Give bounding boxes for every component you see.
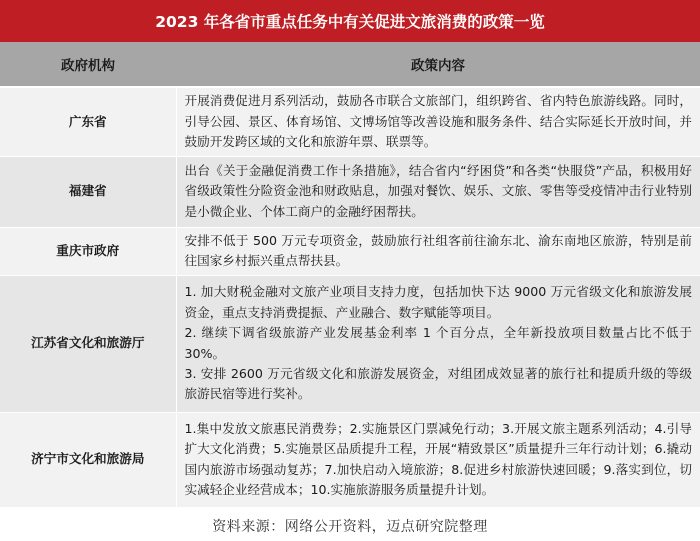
- policy-table: [0, 42, 700, 508]
- org-cell: 江苏省文化和旅游厅: [0, 275, 176, 412]
- content-cell: [176, 412, 700, 507]
- content-cell: [176, 227, 700, 275]
- table-row: [0, 227, 700, 275]
- table-row: [0, 156, 700, 227]
- table-header-row: [0, 42, 700, 87]
- table-row: [0, 275, 700, 412]
- policy-paragraph: 安排不低于 500 万元专项资金，鼓励旅行社组客前往渝东北、渝东南地区旅游，特别是前往国家乡村振兴重点帮扶县。: [184, 232, 692, 268]
- policy-paragraph: 3. 安排 2600 万元省级文化和旅游发展资金，对组团成效显著的旅行社和提质升级的等级旅游民宿等进行奖补。: [184, 365, 692, 402]
- policy-paragraph: 开展消费促进月系列活动，鼓励各市联合文旅部门，组织跨省、省内特色旅游线路。同时，引导公园、景区、体育场馆、文博场馆等改善设施和服务条件、结合实际延长开放时间，并鼓励开发跨区域的文化和旅游年票、联票等。: [184, 93, 692, 149]
- org-cell: 广东省: [0, 87, 176, 156]
- content-cell: [176, 275, 700, 412]
- content-cell: [176, 156, 700, 227]
- policy-paragraph: 1. 加大财税金融对文旅产业项目支持力度，包括加快下达 9000 万元省级文化和旅游发展资金，重点支持消费提振、产业融合、数字赋能等项目。: [184, 284, 692, 320]
- org-cell: 济宁市文化和旅游局: [0, 412, 176, 507]
- org-cell: 重庆市政府: [0, 227, 176, 275]
- org-cell: 福建省: [0, 156, 176, 227]
- header-org: 政府机构: [0, 42, 176, 87]
- policy-paragraph: 1.集中发放文旅惠民消费券；2.实施景区门票减免行动；3.开展文旅主题系列活动；4.引导扩大文化消费；5.实施景区品质提升工程，开展“精致景区”质量提升三年行动计划；6.撬动国内旅游市场强动复苏；7.加快启动入境旅游；8.促进乡村旅游快速回暖；9.落实到位，切实减轻企业经营成本；10.实施旅游服务质量提升计划。: [184, 420, 692, 497]
- table-row: [0, 87, 700, 156]
- policy-paragraph: 2. 继续下调省级旅游产业发展基金利率 1 个百分点，全年新投放项目数量占比不低于 30%。: [184, 325, 692, 361]
- source-note: 资料来源：网络公开资料，迈点研究院整理: [212, 518, 488, 535]
- table-row: [0, 412, 700, 507]
- page-title: 2023 年各省市重点任务中有关促进文旅消费的政策一览: [0, 0, 700, 42]
- policy-paragraph: 出台《关于金融促消费工作十条措施》，结合省内“纾困贷”和各类“快服贷”产品，积极用好省级政策性分险资金池和财政贴息，加强对餐饮、娱乐、文旅、零售等受疫情冲击行业特别是小微企业、个体工商户的金融纾困帮扶。: [184, 162, 692, 219]
- content-cell: [176, 87, 700, 156]
- header-content: 政策内容: [176, 42, 700, 87]
